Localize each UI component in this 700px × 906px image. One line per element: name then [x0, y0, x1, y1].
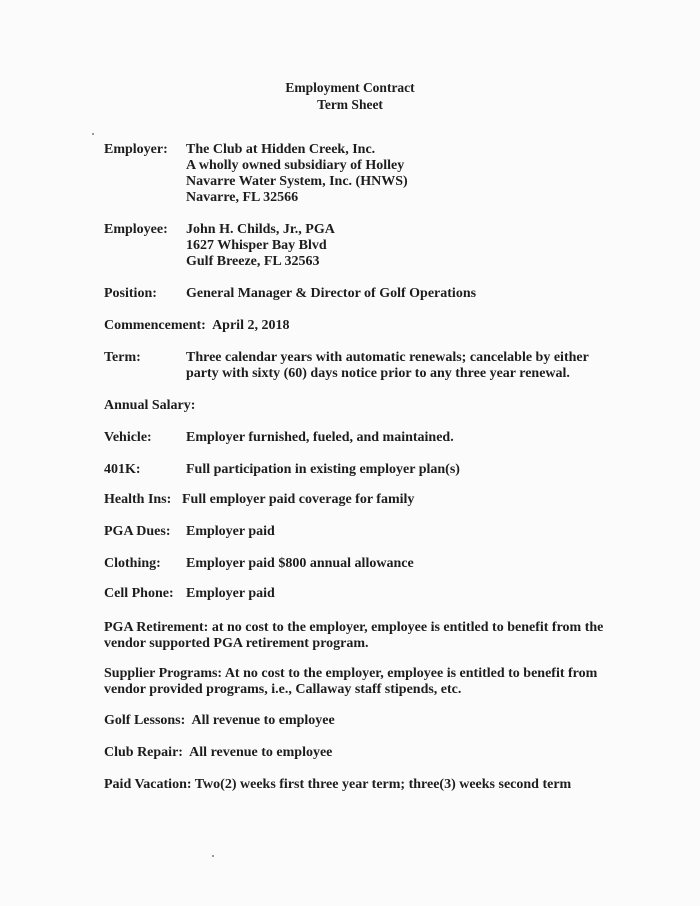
commencement-line: Commencement: April 2, 2018 [104, 318, 290, 333]
pga-dues-label: PGA Dues: [104, 524, 171, 539]
employee-line: Gulf Breeze, FL 32563 [186, 254, 320, 269]
employer-label: Employer: [104, 142, 168, 157]
supplier-programs-line: Supplier Programs: At no cost to the employer, employee is entitled to benefit from [104, 666, 598, 681]
supplier-programs-line: vendor provided programs, i.e., Callaway staff stipends, etc. [104, 682, 462, 697]
vehicle-label: Vehicle: [104, 430, 152, 445]
document-title: Employment Contract [285, 80, 415, 95]
401k-label: 401K: [104, 462, 141, 477]
employee-label: Employee: [104, 222, 168, 237]
vehicle-value: Employer furnished, fueled, and maintained. [186, 430, 454, 445]
scan-speck [92, 133, 94, 135]
clothing-value: Employer paid $800 annual allowance [186, 556, 414, 571]
health-ins-label: Health Ins: [104, 492, 172, 507]
position-value: General Manager & Director of Golf Operations [186, 286, 477, 301]
pga-retirement-line: vendor supported PGA retirement program. [104, 636, 369, 651]
cell-phone-value: Employer paid [186, 586, 275, 601]
employer-line: A wholly owned subsidiary of Holley [186, 158, 405, 173]
employee-line: 1627 Whisper Bay Blvd [186, 238, 327, 253]
paid-vacation-line: Paid Vacation: Two(2) weeks first three year term; three(3) weeks second term [104, 777, 572, 792]
pga-retirement-line: PGA Retirement: at no cost to the employer, employee is entitled to benefit from the [104, 620, 604, 635]
document-subtitle: Term Sheet [317, 97, 383, 112]
employer-line: Navarre Water System, Inc. (HNWS) [186, 174, 408, 189]
employer-line: Navarre, FL 32566 [186, 190, 299, 205]
term-line: party with sixty (60) days notice prior to any three year renewal. [186, 366, 570, 381]
annual-salary-label: Annual Salary: [104, 398, 196, 413]
pga-dues-value: Employer paid [186, 524, 275, 539]
scan-speck [212, 855, 214, 857]
employee-line: John H. Childs, Jr., PGA [186, 222, 335, 237]
golf-lessons-line: Golf Lessons: All revenue to employee [104, 713, 335, 728]
health-ins-value: Full employer paid coverage for family [182, 492, 415, 507]
term-line: Three calendar years with automatic renewals; cancelable by either [186, 350, 589, 365]
employer-line: The Club at Hidden Creek, Inc. [186, 142, 376, 157]
clothing-label: Clothing: [104, 556, 161, 571]
401k-value: Full participation in existing employer plan(s) [186, 462, 460, 477]
term-label: Term: [104, 350, 141, 365]
cell-phone-label: Cell Phone: [104, 586, 174, 601]
position-label: Position: [104, 286, 157, 301]
club-repair-line: Club Repair: All revenue to employee [104, 745, 333, 760]
